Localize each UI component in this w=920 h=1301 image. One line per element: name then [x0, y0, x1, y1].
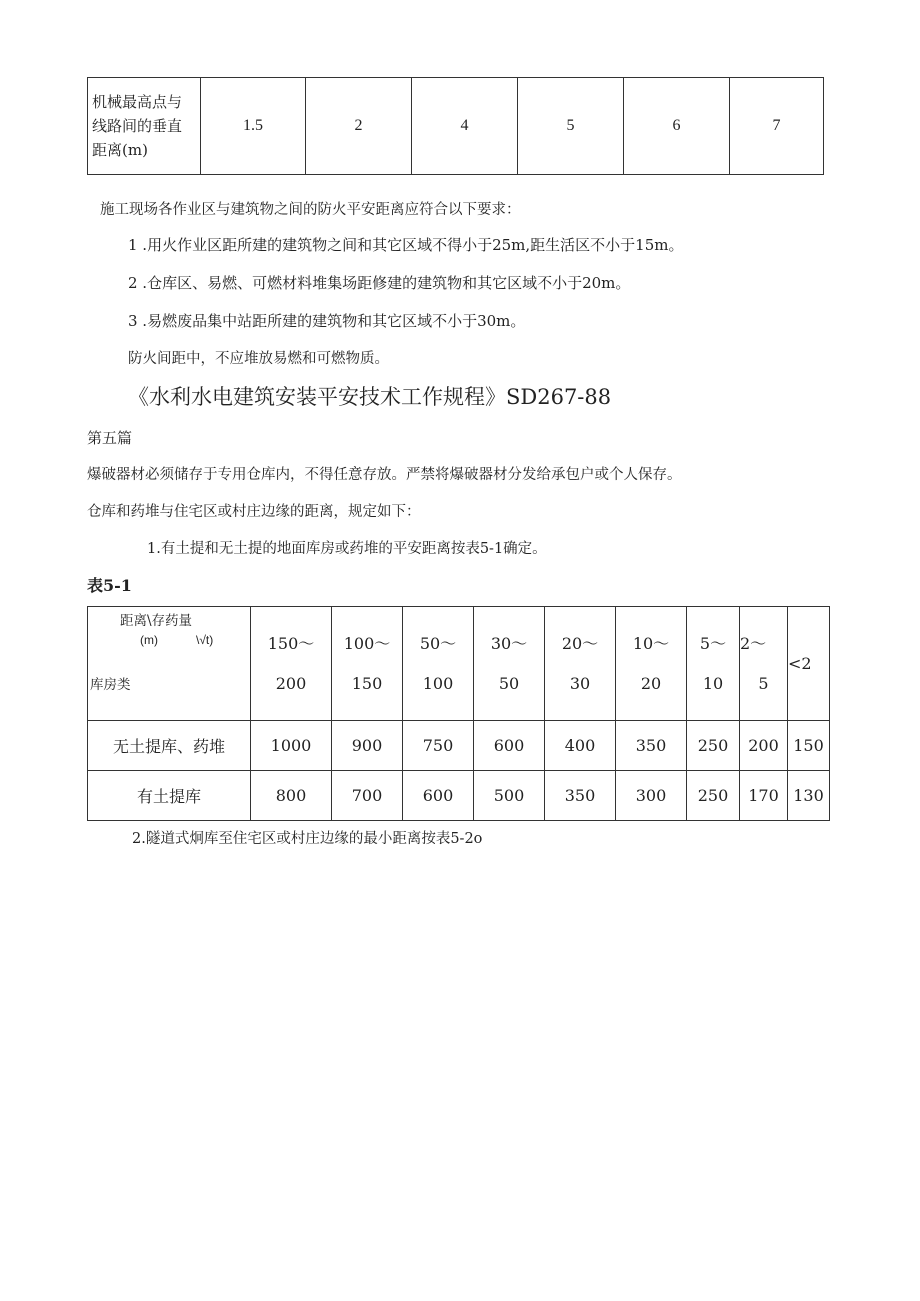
header-label: 距离\存药量 — [120, 613, 193, 629]
row-label-line: 机械最高点与 — [92, 93, 183, 111]
intro-text: 施工现场各作业区与建筑物之间的防火平安距离应符合以下要求： — [100, 202, 521, 218]
column-header-line: 100 — [422, 673, 454, 693]
column-header-line: 200 — [275, 673, 307, 693]
table-cell: 1000 — [251, 721, 332, 771]
column-header — [687, 607, 740, 721]
paragraph: 1.有土提和无土提的地面库房或药堆的平安距离按表5-1确定。 — [147, 541, 547, 557]
table-cell: 350 — [616, 721, 687, 771]
section-title: 第五篇 — [87, 429, 133, 447]
paragraph: 仓库和药堆与住宅区或村庄边缘的距离，规定如下： — [87, 504, 421, 520]
row-label-cell — [88, 78, 201, 175]
column-header — [474, 607, 545, 721]
column-header-line: 5～ — [699, 633, 727, 653]
table-cell: 170 — [740, 771, 788, 821]
column-header — [740, 607, 788, 721]
diagonal-header-cell — [88, 607, 251, 721]
clearance-table — [87, 77, 824, 175]
list-item: 2 .仓库区、易燃、可燃材料堆集场距修建的建筑物和其它区域不小于20m。 — [128, 274, 631, 292]
column-header-line: 2～ — [740, 633, 767, 653]
list-item: 1 .用火作业区距所建的建筑物之间和其它区域不得小于25m,距生活区不小于15m。 — [128, 236, 684, 254]
column-header — [545, 607, 616, 721]
table-cell: 600 — [474, 721, 545, 771]
table-row — [88, 771, 830, 821]
table-cell: 350 — [545, 771, 616, 821]
table-header-row — [88, 607, 830, 721]
table-caption: 表5-1 — [87, 576, 132, 595]
column-header — [616, 607, 687, 721]
table-row — [88, 721, 830, 771]
page-title: 《水利水电建筑安装平安技术工作规程》SD267-88 — [128, 385, 612, 409]
table-cell: 7 — [730, 78, 824, 175]
column-header-line: 30～ — [490, 633, 528, 653]
table-cell: 200 — [740, 721, 788, 771]
header-label: \√t) — [196, 633, 214, 647]
table-cell: 250 — [687, 771, 740, 821]
row-label-line: 距离(m) — [92, 141, 148, 159]
table-cell: 300 — [616, 771, 687, 821]
row-label-line: 线路间的垂直 — [92, 117, 183, 135]
column-header — [403, 607, 474, 721]
table-cell: 2 — [306, 78, 412, 175]
table-cell: 500 — [474, 771, 545, 821]
column-header-line: 100～ — [343, 633, 391, 653]
table-cell: 600 — [403, 771, 474, 821]
row-label: 无土提库、药堆 — [88, 721, 251, 771]
table-cell: 400 — [545, 721, 616, 771]
table-row — [88, 78, 824, 175]
table-cell: 900 — [332, 721, 403, 771]
header-label: 库房类 — [90, 677, 131, 693]
paragraph: 2.隧道式炯库至住宅区或村庄边缘的最小距离按表5-2o — [132, 831, 483, 847]
table-cell: 150 — [788, 721, 830, 771]
table-cell: 6 — [624, 78, 730, 175]
table-cell: 130 — [788, 771, 830, 821]
table-cell: 700 — [332, 771, 403, 821]
paragraph: 爆破器材必须储存于专用仓库内，不得任意存放。严禁将爆破器材分发给承包户或个人保存。 — [87, 467, 682, 483]
table-cell: 1.5 — [201, 78, 306, 175]
column-header-line: 150～ — [267, 633, 315, 653]
column-header-line: 10～ — [632, 633, 670, 653]
table-cell: 5 — [518, 78, 624, 175]
column-header-line: <2 — [788, 654, 812, 673]
column-header — [332, 607, 403, 721]
header-label: (m) — [140, 633, 158, 647]
column-header — [788, 607, 830, 721]
column-header-line: 50～ — [419, 633, 457, 653]
column-header-line: 20 — [640, 673, 662, 693]
fire-note: 防火间距中，不应堆放易燃和可燃物质。 — [128, 351, 389, 367]
table-cell: 750 — [403, 721, 474, 771]
table-cell: 4 — [412, 78, 518, 175]
column-header-line: 50 — [498, 673, 520, 693]
row-label: 有土提库 — [88, 771, 251, 821]
column-header-line: 10 — [702, 673, 724, 693]
column-header-line: 150 — [351, 673, 383, 693]
list-item: 3 .易燃废品集中站距所建的建筑物和其它区域不小于30m。 — [128, 312, 526, 330]
column-header-line: 5 — [758, 673, 769, 693]
table-cell: 250 — [687, 721, 740, 771]
table-cell: 800 — [251, 771, 332, 821]
column-header-line: 20～ — [561, 633, 599, 653]
distance-table-5-1 — [87, 606, 830, 821]
column-header-line: 30 — [569, 673, 591, 693]
column-header — [251, 607, 332, 721]
